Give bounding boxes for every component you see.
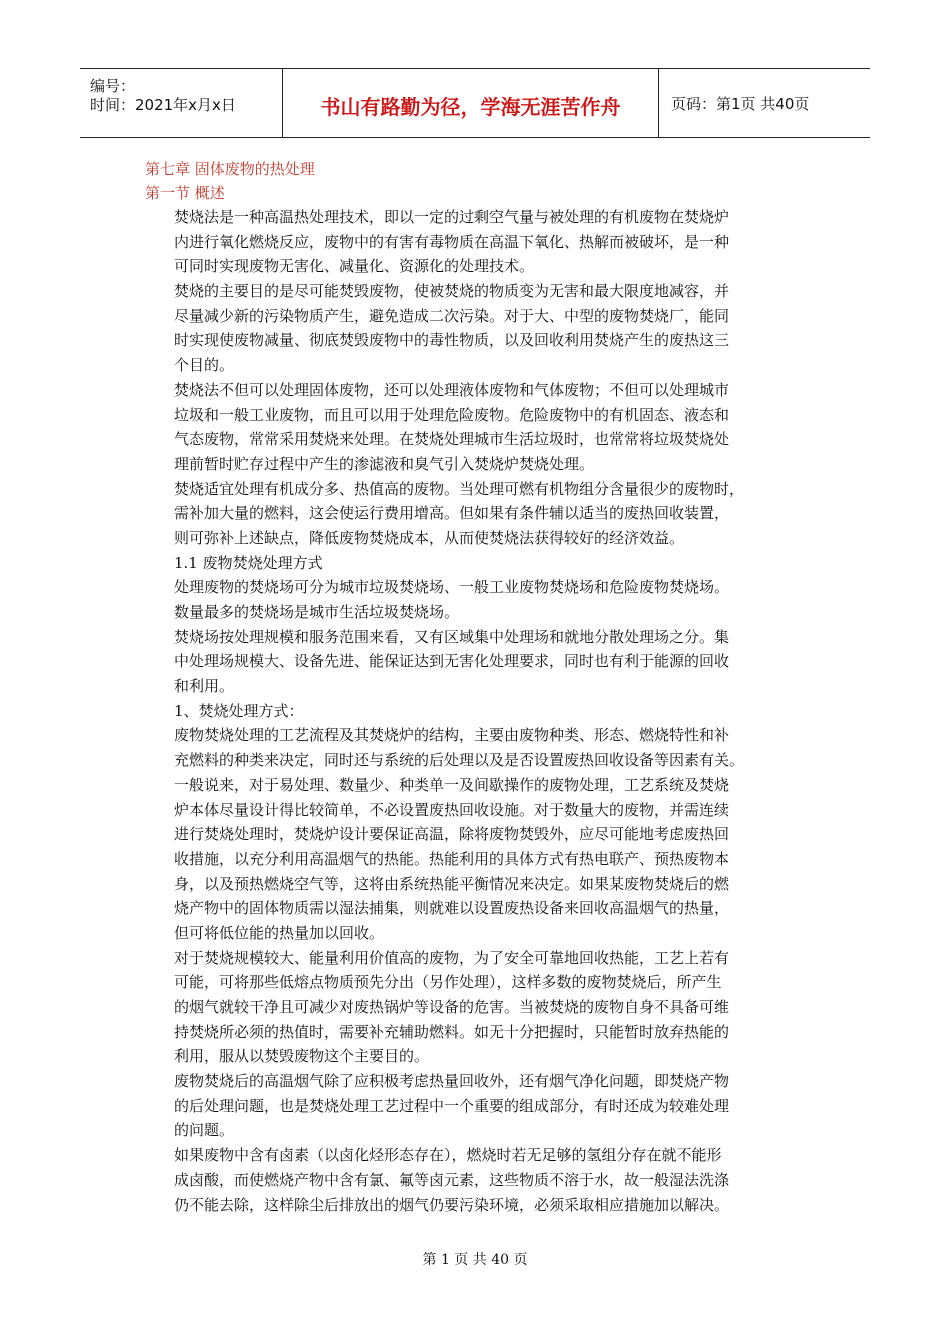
paragraph-line: 内进行氧化燃烧反应，废物中的有害有毒物质在高温下氧化、热解而被破坏，是一种 (174, 232, 730, 251)
paragraph-line: 对于焚烧规模较大、能量利用价值高的废物，为了安全可靠地回收热能，工艺上若有 (174, 948, 730, 967)
paragraph (145, 946, 835, 1069)
page-footer: 第 1 页 共 40 页 (422, 1252, 528, 1268)
paragraph (145, 205, 835, 279)
header-meta-cell (80, 69, 283, 137)
paragraph-line: 收措施，以充分利用高温烟气的热能。热能利用的具体方式有热电联产、预热废物本 (174, 849, 730, 868)
paragraph-line: 成卤酸，而使燃烧产物中含有氯、氟等卤元素，这些物质不溶于水，故一般湿法洗涤 (174, 1170, 730, 1189)
paragraph (145, 723, 835, 945)
paragraph-line: 焚烧的主要目的是尽可能焚毁废物，使被焚烧的物质变为无害和最大限度地减容，并 (174, 282, 730, 301)
header-page-cell (659, 69, 870, 137)
header-motto-cell (283, 69, 659, 137)
paragraph-line: 的问题。 (174, 1121, 235, 1140)
paragraph-line: 如果废物中含有卤素（以卤化烃形态存在），燃烧时若无足够的氢组分存在就不能形 (174, 1146, 722, 1165)
paragraph (145, 1143, 835, 1217)
paragraph-line: 充燃料的种类来决定，同时还与系统的后处理以及是否设置废热回收设备等因素有关。 (174, 751, 745, 770)
paragraph-line: 进行焚烧处理时，焚烧炉设计要保证高温，除将废物焚毁外，应尽可能地考虑废热回 (174, 825, 730, 844)
paragraph-line: 焚烧法不但可以处理固体废物，还可以处理液体废物和气体废物；不但可以处理城市 (174, 380, 730, 399)
paragraph-line: 尽量减少新的污染物质产生，避免造成二次污染。对于大、中型的废物焚烧厂，能同 (174, 306, 730, 325)
paragraph-line: 烧产物中的固体物质需以湿法捕集，则就难以设置废热设备来回收高温烟气的热量， (174, 899, 730, 918)
paragraph-line: 垃圾和一般工业废物，而且可以用于处理危险废物。危险废物中的有机固态、液态和 (174, 405, 730, 424)
document-date-label: 时间：2021年x月x日 (90, 96, 236, 114)
paragraph-line: 则可弥补上述缺点，降低废物焚烧成本，从而使焚烧法获得较好的经济效益。 (174, 528, 685, 547)
document-body (145, 157, 835, 1217)
paragraph-line: 数量最多的焚烧场是城市生活垃圾焚烧场。 (174, 603, 460, 621)
paragraph-line: 气态废物，常常采用焚烧来处理。在焚烧处理城市生活垃圾时，也常常将垃圾焚烧处 (174, 430, 730, 449)
paragraph-line: 废物焚烧后的高温烟气除了应积极考虑热量回收外，还有烟气净化问题，即焚烧产物 (174, 1072, 730, 1091)
paragraph (145, 477, 835, 551)
paragraph (145, 279, 835, 378)
paragraph (145, 625, 835, 699)
paragraph-line: 可能，可将那些低熔点物质预先分出（另作处理），这样多数的废物焚烧后，所产生 (174, 973, 722, 992)
paragraph-line: 处理废物的焚烧场可分为城市垃圾焚烧场、一般工业废物焚烧场和危险废物焚烧场。 (174, 578, 730, 597)
paragraph-line: 中处理场规模大、设备先进、能保证达到无害化处理要求，同时也有利于能源的回收 (174, 652, 730, 671)
chapter-title: 第七章 固体废物的热处理 (145, 160, 315, 178)
paragraph-list (145, 205, 835, 1217)
paragraph-line: 和利用。 (174, 677, 235, 696)
paragraph-line: 废物焚烧处理的工艺流程及其焚烧炉的结构，主要由废物种类、形态、燃烧特性和补 (174, 726, 730, 745)
paragraph-line: 持焚烧所必须的热值时，需要补充辅助燃料。如无十分把握时，只能暂时放弃热能的 (174, 1022, 730, 1041)
paragraph (145, 551, 835, 576)
paragraph-line: 的后处理问题，也是焚烧处理工艺过程中一个重要的组成部分，有时还成为较难处理 (174, 1096, 730, 1115)
paragraph-line: 时实现使废物减量、彻底焚毁废物中的毒性物质，以及回收利用焚烧产生的废热这三 (174, 331, 730, 350)
paragraph-line: 焚烧法是一种高温热处理技术，即以一定的过剩空气量与被处理的有机废物在焚烧炉 (174, 208, 730, 226)
paragraph-line: 焚烧适宜处理有机成分多、热值高的废物。当处理可燃有机物组分含量很少的废物时， (174, 479, 745, 498)
page-number-label: 页码：第1页 共40页 (671, 95, 810, 113)
paragraph-line: 个目的。 (174, 356, 235, 375)
paragraph-line: 的烟气就较干净且可减少对废热锅炉等设备的危害。当被焚烧的废物自身不具备可维 (174, 998, 730, 1016)
paragraph-line: 利用，服从以焚毁废物这个主要目的。 (174, 1047, 430, 1066)
paragraph-line: 炉本体尽量设计得比较简单，不必设置废热回收设施。对于数量大的废物，并需连续 (174, 800, 730, 819)
paragraph (145, 1069, 835, 1143)
header-table (80, 68, 870, 138)
paragraph-line: 但可将低位能的热量加以回收。 (174, 923, 385, 942)
paragraph-line: 仍不能去除，这样除尘后排放出的烟气仍要污染环境，必须采取相应措施加以解决。 (174, 1195, 730, 1214)
document-number-label: 编号： (90, 77, 136, 95)
paragraph-line: 1.1 废物焚烧处理方式 (174, 553, 323, 572)
motto-text: 书山有路勤为径，学海无涯苦作舟 (320, 95, 621, 119)
section-title: 第一节 概述 (145, 184, 225, 202)
paragraph-line: 需补加大量的燃料，这会使运行费用增高。但如果有条件辅以适当的废热回收装置， (174, 504, 730, 523)
paragraph-line: 一般说来，对于易处理、数量少、种类单一及间歇操作的废物处理，工艺系统及焚烧 (174, 775, 730, 794)
paragraph-line: 1、焚烧处理方式： (174, 701, 304, 720)
paragraph (145, 699, 835, 724)
paragraph-line: 可同时实现废物无害化、减量化、资源化的处理技术。 (174, 257, 535, 276)
paragraph-line: 焚烧场按处理规模和服务范围来看，又有区域集中处理场和就地分散处理场之分。集 (174, 627, 730, 646)
paragraph-line: 身，以及预热燃烧空气等，这将由系统热能平衡情况来决定。如果某废物焚烧后的燃 (174, 874, 730, 893)
paragraph-line: 理前暂时贮存过程中产生的渗滤液和臭气引入焚烧炉焚烧处理。 (174, 454, 595, 473)
paragraph (145, 378, 835, 477)
paragraph (145, 575, 835, 624)
